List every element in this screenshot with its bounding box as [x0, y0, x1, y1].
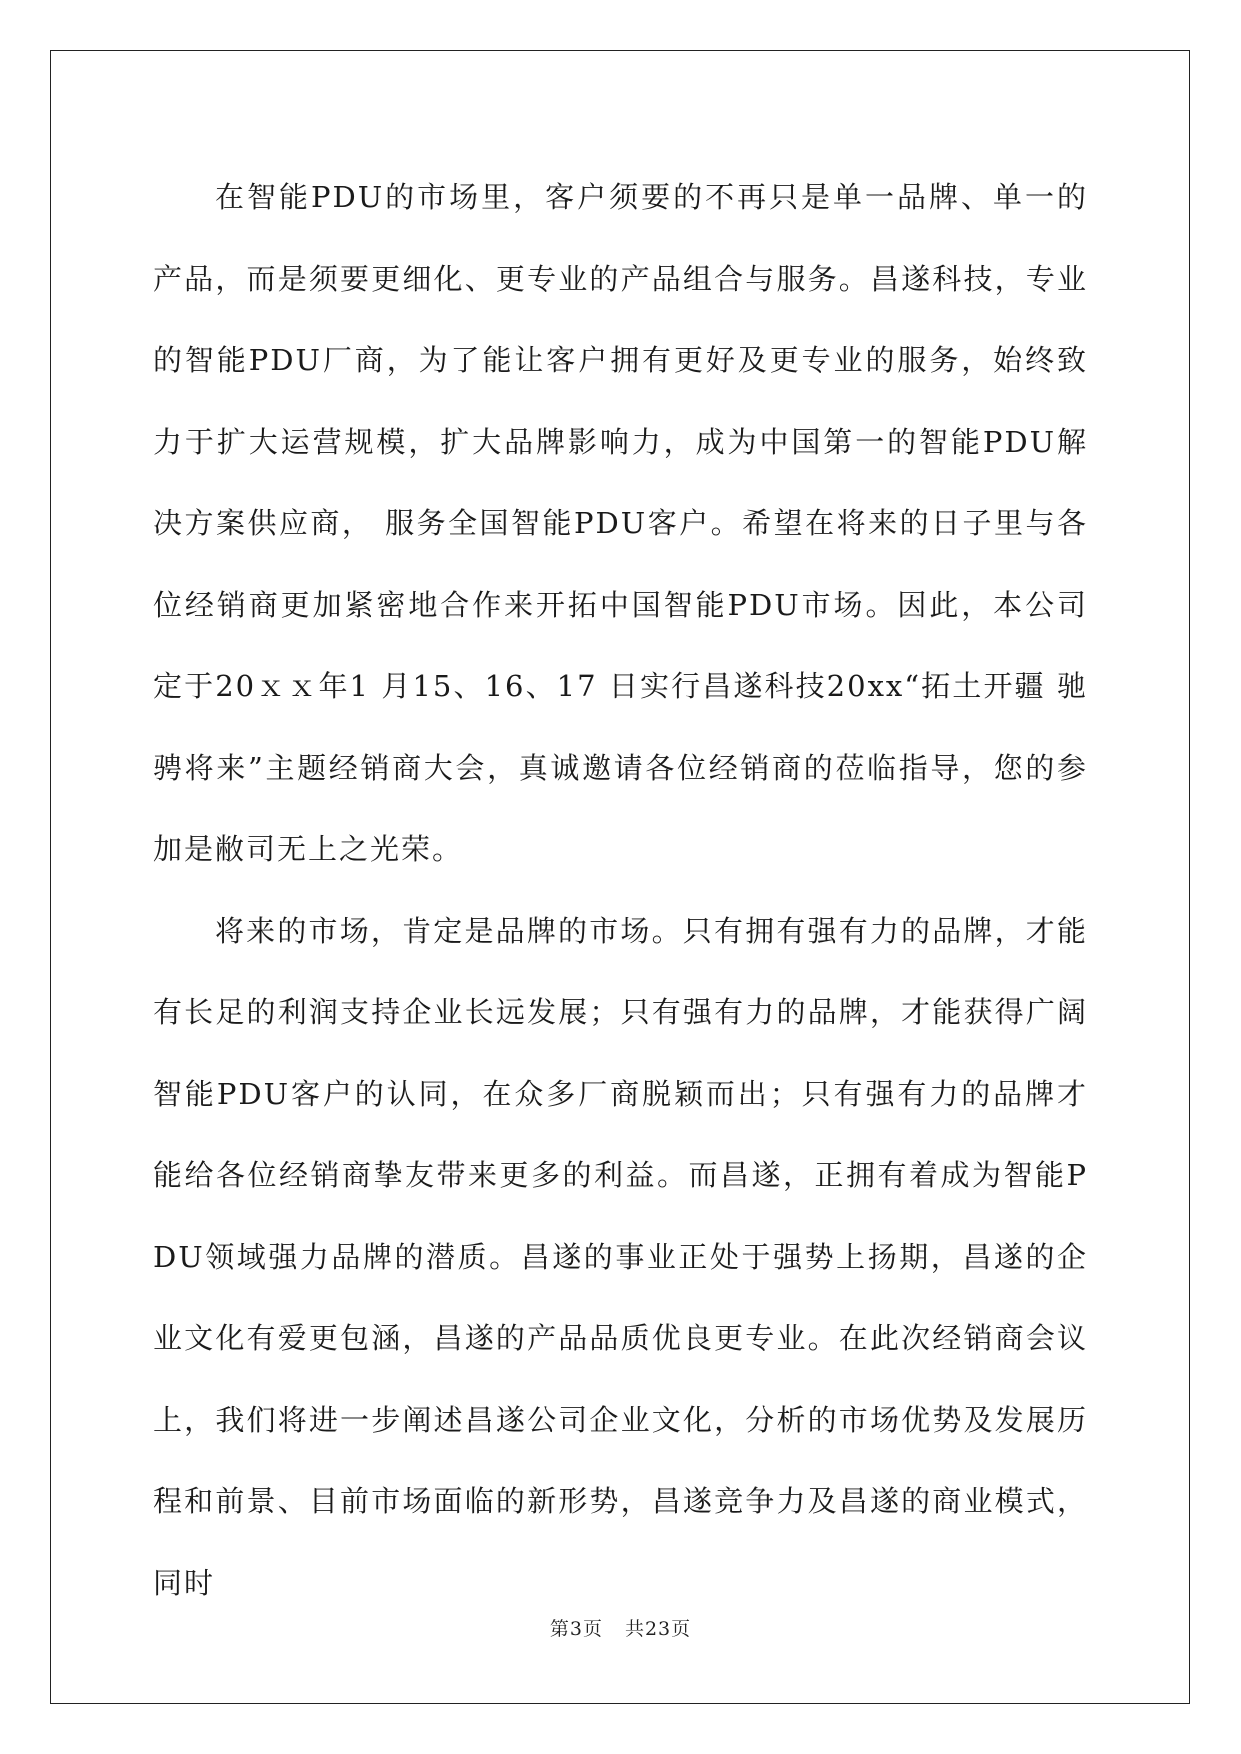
paragraph: 将来的市场，肯定是品牌的市场。只有拥有强有力的品牌，才能有长足的利润支持企业长远发展；只有强有力的品牌，才能获得广阔智能PDU客户的认同，在众多厂商脱颖而出；只有强有力的品牌才能给各位经销商挚友带来更多的利益。而昌遂，正拥有着成为智能PDU领域强力品牌的潜质。昌遂的事业正处于强势上扬期，昌遂的企业文化有爱更包涵，昌遂的产品品质优良更专业。在此次经销商会议上，我们将进一步阐述昌遂公司企业文化，分析的市场优势及发展历程和前景、目前市场面临的新形势，昌遂竞争力及昌遂的商业模式，同时: [153, 913, 1088, 1600]
page-footer: [0, 1614, 1241, 1641]
page-number: 第3页: [549, 1618, 603, 1640]
paragraph: 在智能PDU的市场里，客户须要的不再只是单一品牌、单一的产品，而是须要更细化、更专业的产品组合与服务。昌遂科技，专业的智能PDU厂商，为了能让客户拥有更好及更专业的服务，始终致力于扩大运营规模，扩大品牌影响力，成为中国第一的智能PDU解决方案供应商， 服务全国智能PDU客户。希望在将来的日子里与各位经销商更加紧密地合作来开拓中国智能PDU市场。因此，本公司定于20ｘｘ年1 月15、16、17 日实行昌遂科技20xx“拓土开疆 驰骋将来”主题经销商大会，真诚邀请各位经销商的莅临指导，您的参加是敝司无上之光荣。: [153, 180, 1088, 866]
page-total: 共23页: [624, 1618, 692, 1640]
document-body: [153, 157, 1088, 1624]
